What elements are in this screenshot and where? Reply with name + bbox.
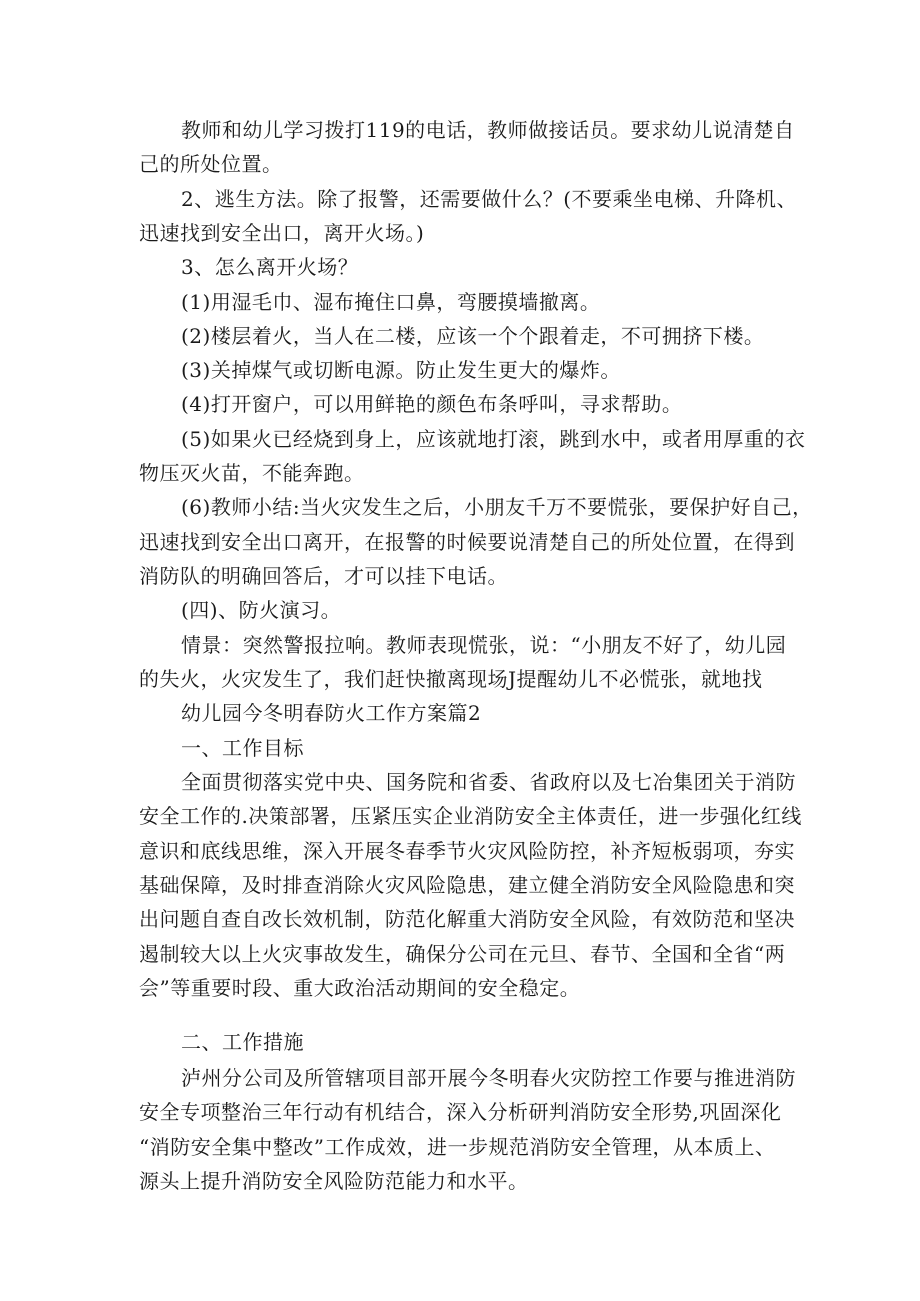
text-line: 的失火，火灾发生了，我们赶快撤离现场J提醒幼儿不必慌张，就地找 xyxy=(139,667,763,691)
text-line: 情景：突然警报拉响。教师表现慌张，说：“小朋友不好了，幼儿园 xyxy=(181,633,787,657)
text-line: 安全工作的.决策部署，压紧压实企业消防安全主体责任，进一步强化红线 xyxy=(139,804,802,828)
text-line: 会”等重要时段、重大政治活动期间的安全稳定。 xyxy=(139,976,581,1000)
text-line: 遏制较大以上火灾事故发生，确保分公司在元旦、春节、全国和全省“两 xyxy=(139,942,786,966)
text-line: (3)关掉煤气或切断电源。防止发生更大的爆炸。 xyxy=(181,358,621,382)
text-line: “消防安全集中整改”工作成效，进一步规范消防安全管理，从本质上、 xyxy=(139,1135,776,1159)
text-line: (6)教师小结:当火灾发生之后，小朋友千万不要慌张，要保护好自己， xyxy=(181,495,813,519)
text-line: 泸州分公司及所管辖项目部开展今冬明春火灾防控工作要与推进消防 xyxy=(181,1066,796,1090)
text-line: 迅速找到安全出口，离开火场。) xyxy=(139,221,425,245)
text-line: 迅速找到安全出口离开，在报警的时候要说清楚自己的所处位置，在得到 xyxy=(139,530,795,554)
text-line: (5)如果火已经烧到身上，应该就地打滚，跳到水中，或者用厚重的衣 xyxy=(181,427,806,451)
text-line: 消防队的明确回答后，才可以挂下电话。 xyxy=(139,564,508,588)
section-heading: 二、工作措施 xyxy=(181,1030,304,1054)
section-heading: 一、工作目标 xyxy=(181,736,304,760)
text-line: (1)用湿毛巾、湿布掩住口鼻，弯腰摸墙撤离。 xyxy=(181,290,601,314)
text-line: 基础保障，及时排查消除火灾风险隐患，建立健全消防安全风险隐患和突 xyxy=(139,873,795,897)
text-line: 出问题自查自改长效机制，防范化解重大消防安全风险，有效防范和坚决 xyxy=(139,907,795,931)
text-line: 安全专项整治三年行动有机结合，深入分析研判消防安全形势,巩固深化 xyxy=(139,1100,782,1124)
text-line: 源头上提升消防安全风险防范能力和水平。 xyxy=(139,1169,529,1193)
text-line: 己的所处位置。 xyxy=(139,152,283,176)
text-line: 全面贯彻落实党中央、国务院和省委、省政府以及七冶集团关于消防 xyxy=(181,770,796,794)
text-line: 教师和幼儿学习拨打119的电话，教师做接话员。要求幼儿说清楚自 xyxy=(181,118,795,142)
text-line: 物压灭火苗，不能奔跑。 xyxy=(139,461,365,485)
text-line: 2、逃生方法。除了报警，还需要做什么？(不要乘坐电梯、升降机、 xyxy=(181,187,798,211)
text-line: 意识和底线思维，深入开展冬春季节火灾风险防控，补齐短板弱项，夯实 xyxy=(139,839,795,863)
text-line: 3、怎么离开火场？ xyxy=(181,255,359,279)
text-line: (2)楼层着火，当人在二楼，应该一个个跟着走，不可拥挤下楼。 xyxy=(181,324,765,348)
article-title: 幼儿园今冬明春防火工作方案篇2 xyxy=(181,701,482,725)
text-line: (4)打开窗户，可以用鲜艳的颜色布条呼叫，寻求帮助。 xyxy=(181,392,683,416)
section-heading: (四)、防火演习。 xyxy=(181,598,342,622)
